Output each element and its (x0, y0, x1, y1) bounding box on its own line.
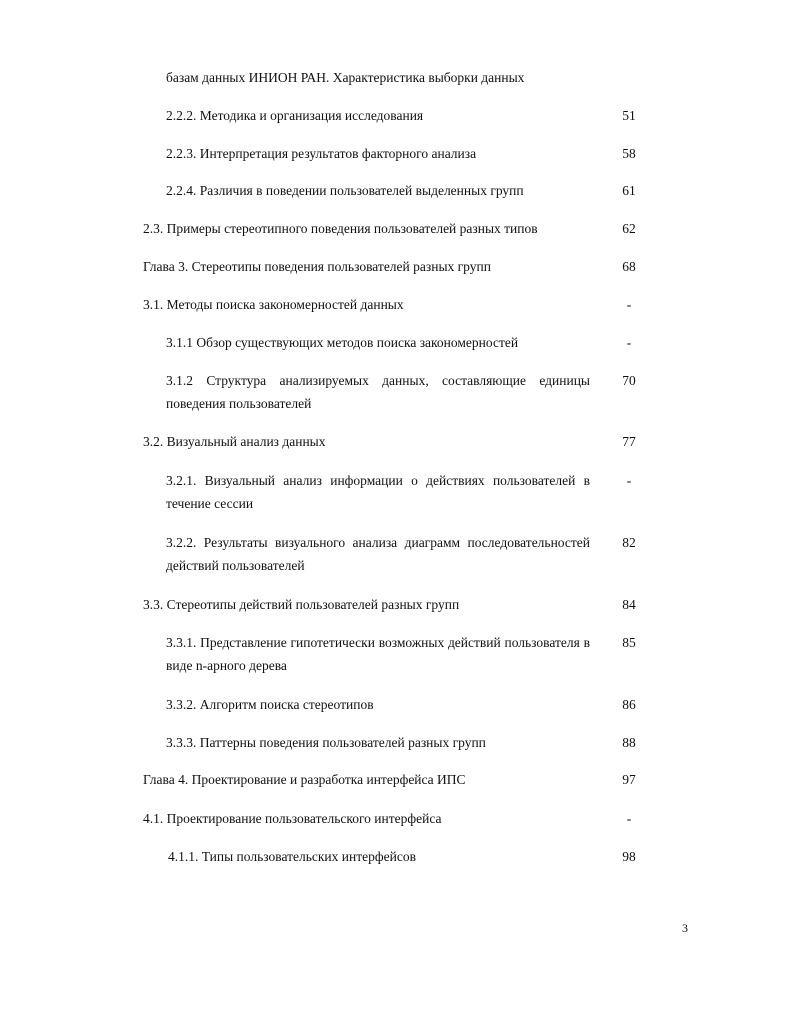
toc-entry-text: 3.1. Методы поиска закономерностей данных (143, 297, 404, 312)
toc-page-number: 61 (622, 183, 636, 198)
page-number: 3 (682, 921, 688, 935)
toc-entry-text: 2.2.3. Интерпретация результатов факторного анализа (166, 146, 477, 161)
toc-entry-text: 2.2.4. Различия в поведении пользователей выделенных групп (166, 183, 524, 198)
toc-page-number: - (626, 811, 632, 826)
toc-entry-text: 3.2. Визуальный анализ данных (143, 434, 326, 449)
toc-entry-text: 3.2.2. Результаты визуального анализа диаграмм последовательностей действий пользователей (166, 535, 590, 573)
toc-entry-text: Глава 3. Стереотипы поведения пользователей разных групп (143, 259, 491, 274)
toc-entry-text: базам данных ИНИОН РАН. Характеристика выборки данных (166, 70, 525, 85)
toc-page-number: - (626, 297, 632, 312)
toc-entry-text: 3.3.2. Алгоритм поиска стереотипов (166, 697, 374, 712)
toc-entry-text: 3.1.2 Структура анализируемых данных, составляющие единицы поведения пользователей (166, 373, 590, 411)
toc-page-number: 70 (622, 373, 636, 388)
toc-entry-text: 2.3. Примеры стереотипного поведения пользователей разных типов (143, 221, 538, 236)
toc-page-number: 77 (622, 434, 636, 449)
toc-entry-text: 3.3. Стереотипы действий пользователей разных групп (143, 597, 460, 612)
toc-page-number: 68 (622, 259, 636, 274)
toc-page-number: 82 (622, 535, 636, 550)
toc-page-number: 62 (622, 221, 636, 236)
toc-entry-text: 4.1. Проектирование пользовательского интерфейса (143, 811, 442, 826)
toc-entry-text: 2.2.2. Методика и организация исследования (166, 108, 424, 123)
toc-page-number: 98 (622, 849, 636, 864)
toc-page-number: 85 (622, 635, 636, 650)
toc-entry-text: 3.1.1 Обзор существующих методов поиска закономерностей (166, 335, 519, 350)
toc-entry-text: 3.3.3. Паттерны поведения пользователей разных групп (166, 735, 486, 750)
toc-page-number: 88 (622, 735, 636, 750)
toc-page-number: 84 (622, 597, 636, 612)
toc-page-number: - (626, 473, 632, 488)
toc-page-number: - (626, 335, 632, 350)
toc-entry-text: Глава 4. Проектирование и разработка интерфейса ИПС (143, 772, 466, 787)
toc-entry-text: 3.2.1. Визуальный анализ информации о действиях пользователей в течение сессии (166, 473, 590, 511)
toc-entry-text: 4.1.1. Типы пользовательских интерфейсов (168, 849, 416, 864)
toc-entry-text: 3.3.1. Представление гипотетически возможных действий пользователя в виде n-арного дерева (166, 635, 590, 673)
toc-page-number: 86 (622, 697, 636, 712)
toc-page-number: 51 (622, 108, 636, 123)
toc-page-number: 97 (622, 772, 636, 787)
toc-page-number: 58 (622, 146, 636, 161)
